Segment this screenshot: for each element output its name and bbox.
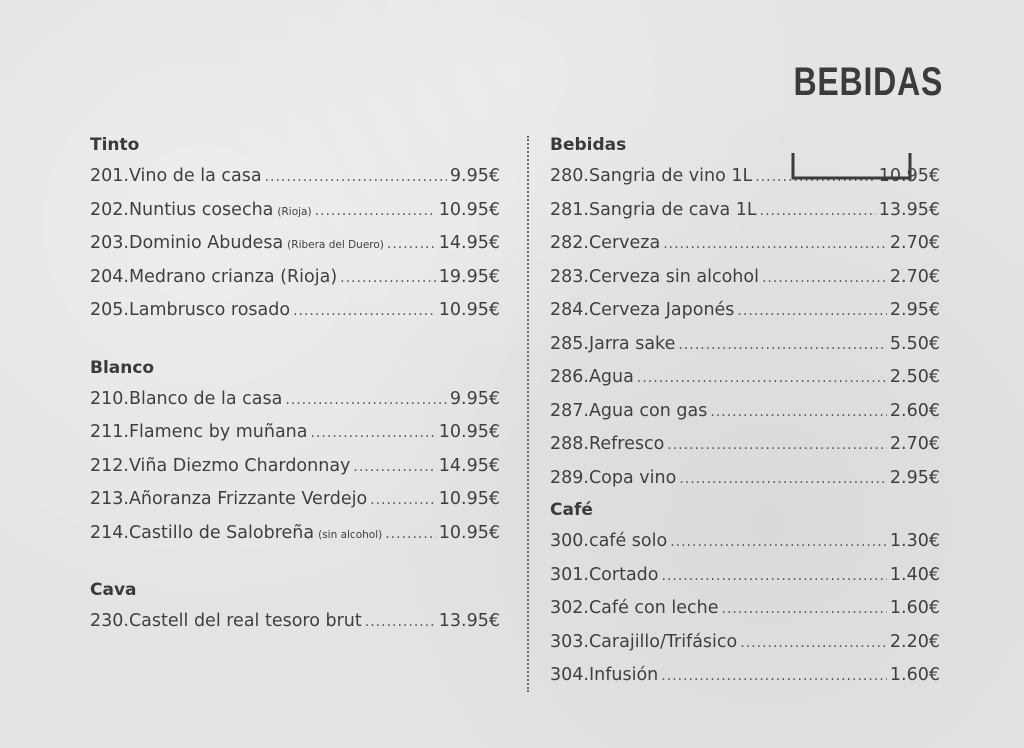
item-price: 2.70€ xyxy=(889,266,940,287)
item-name: 281.Sangria de cava 1L xyxy=(550,199,757,220)
item-name: 304.Infusión xyxy=(550,665,659,685)
dot-leader xyxy=(387,228,436,262)
item-name: 202.Nuntius cosecha xyxy=(90,199,274,220)
dot-leader xyxy=(370,484,436,518)
dot-leader xyxy=(385,518,436,552)
dot-leader xyxy=(737,295,886,329)
item-name: 286.Agua xyxy=(550,367,634,387)
item-price: 10.95€ xyxy=(438,422,500,442)
section-spacer xyxy=(90,550,500,575)
menu-item xyxy=(90,194,500,228)
item-note: (sin alcohol) xyxy=(318,528,383,541)
item-name: 300.café solo xyxy=(550,531,668,551)
item-name: 282.Cerveza xyxy=(550,233,661,253)
dot-leader xyxy=(667,429,887,463)
item-name: 213.Añoranza Frizzante Verdejo xyxy=(90,489,368,509)
item-name: 302.Café con leche xyxy=(550,598,719,618)
item-name: 211.Flamenc by muñana xyxy=(90,422,308,442)
item-price: 9.95€ xyxy=(449,388,500,409)
item-price: 10.95€ xyxy=(438,522,500,543)
section-spacer xyxy=(90,328,500,353)
item-note: (Rioja) xyxy=(277,205,312,218)
item-price: 2.95€ xyxy=(889,300,940,320)
menu-item xyxy=(90,227,500,261)
section-heading-cafe: Café xyxy=(550,500,593,520)
item-price: 1.40€ xyxy=(889,564,940,585)
dot-leader xyxy=(265,161,447,195)
dot-leader xyxy=(662,560,887,594)
menu-item xyxy=(550,659,940,693)
menu-item xyxy=(550,194,940,228)
item-price: 1.60€ xyxy=(889,665,940,685)
dot-leader xyxy=(762,262,887,296)
item-name: 203.Dominio Abudesa xyxy=(90,233,284,253)
section-heading-cava: Cava xyxy=(90,580,137,600)
item-name: 301.Cortado xyxy=(550,564,659,585)
dot-leader xyxy=(760,195,876,229)
dot-leader xyxy=(285,384,447,418)
menu-item xyxy=(550,227,940,261)
item-price: 2.95€ xyxy=(889,467,940,488)
dot-leader xyxy=(679,463,887,497)
item-price: 14.95€ xyxy=(438,455,500,476)
item-price: 1.60€ xyxy=(889,598,940,618)
item-name: 280.Sangria de vino 1L xyxy=(550,166,753,186)
item-price: 19.95€ xyxy=(438,266,500,287)
item-price: 2.50€ xyxy=(889,367,940,387)
menu-item xyxy=(90,483,500,517)
menu-item xyxy=(90,160,500,194)
menu-item xyxy=(550,261,940,295)
menu-item xyxy=(90,517,500,551)
item-note: (Ribera del Duero) xyxy=(287,239,384,251)
dot-leader xyxy=(661,660,887,694)
menu-item xyxy=(90,294,500,328)
item-name: 303.Carajillo/Trifásico xyxy=(550,631,738,652)
item-price: 13.95€ xyxy=(438,611,500,631)
page-title xyxy=(779,60,944,124)
dot-leader xyxy=(678,329,887,363)
left-column xyxy=(90,130,500,639)
menu-item xyxy=(550,328,940,362)
dot-leader xyxy=(353,451,435,485)
dot-leader xyxy=(670,526,887,560)
item-price: 9.95€ xyxy=(449,166,500,186)
menu-item xyxy=(550,361,940,395)
item-price: 2.60€ xyxy=(889,400,940,421)
item-name: 212.Viña Diezmo Chardonnay xyxy=(90,455,351,476)
dot-leader xyxy=(663,228,887,262)
section-heading-bebidas: Bebidas xyxy=(550,135,627,155)
section-heading-blanco: Blanco xyxy=(90,357,155,378)
item-name: 205.Lambrusco rosado xyxy=(90,300,291,320)
dot-leader xyxy=(755,161,876,195)
menu-item xyxy=(550,160,940,194)
item-name: 283.Cerveza sin alcohol xyxy=(550,266,759,287)
item-price: 2.70€ xyxy=(889,434,940,454)
item-price: 14.95€ xyxy=(438,233,500,253)
menu-item xyxy=(550,462,940,496)
menu-item xyxy=(90,605,500,639)
dot-leader xyxy=(710,396,887,430)
dot-leader xyxy=(315,195,436,229)
item-price: 10.95€ xyxy=(438,300,500,320)
menu-item xyxy=(90,261,500,295)
dot-leader xyxy=(340,262,436,296)
item-name: 204.Medrano crianza (Rioja) xyxy=(90,266,338,287)
item-name: 214.Castillo de Salobreña xyxy=(90,522,315,543)
item-price: 2.70€ xyxy=(889,233,940,253)
item-name: 288.Refresco xyxy=(550,434,665,454)
item-name: 289.Copa vino xyxy=(550,467,677,488)
item-price: 10.95€ xyxy=(438,489,500,509)
item-price: 1.30€ xyxy=(889,531,940,551)
menu-item xyxy=(90,383,500,417)
column-divider xyxy=(527,136,529,692)
menu-item xyxy=(550,525,940,559)
menu-item xyxy=(550,592,940,626)
item-name: 201.Vino de la casa xyxy=(90,166,262,186)
item-price: 5.50€ xyxy=(889,333,940,354)
menu-item xyxy=(550,559,940,593)
dot-leader xyxy=(740,627,887,661)
item-name: 210.Blanco de la casa xyxy=(90,388,283,409)
menu-item xyxy=(550,395,940,429)
right-column xyxy=(550,130,940,693)
menu-item xyxy=(550,294,940,328)
item-price: 10.95€ xyxy=(438,199,500,220)
menu-item xyxy=(90,416,500,450)
item-name: 284.Cerveza Japonés xyxy=(550,300,735,320)
item-name: 285.Jarra sake xyxy=(550,333,676,354)
item-name: 230.Castell del real tesoro brut xyxy=(90,611,362,631)
menu-item xyxy=(550,626,940,660)
dot-leader xyxy=(311,417,436,451)
item-name: 287.Agua con gas xyxy=(550,400,708,421)
page-title-text: BEBIDAS xyxy=(793,60,944,104)
menu-item xyxy=(90,450,500,484)
item-price: 10.95€ xyxy=(878,166,940,186)
item-price: 13.95€ xyxy=(878,199,940,220)
dot-leader xyxy=(722,593,887,627)
dot-leader xyxy=(637,362,887,396)
dot-leader xyxy=(293,295,436,329)
item-price: 2.20€ xyxy=(889,631,940,652)
menu-item xyxy=(550,428,940,462)
dot-leader xyxy=(365,606,436,640)
section-heading-tinto: Tinto xyxy=(90,135,140,155)
